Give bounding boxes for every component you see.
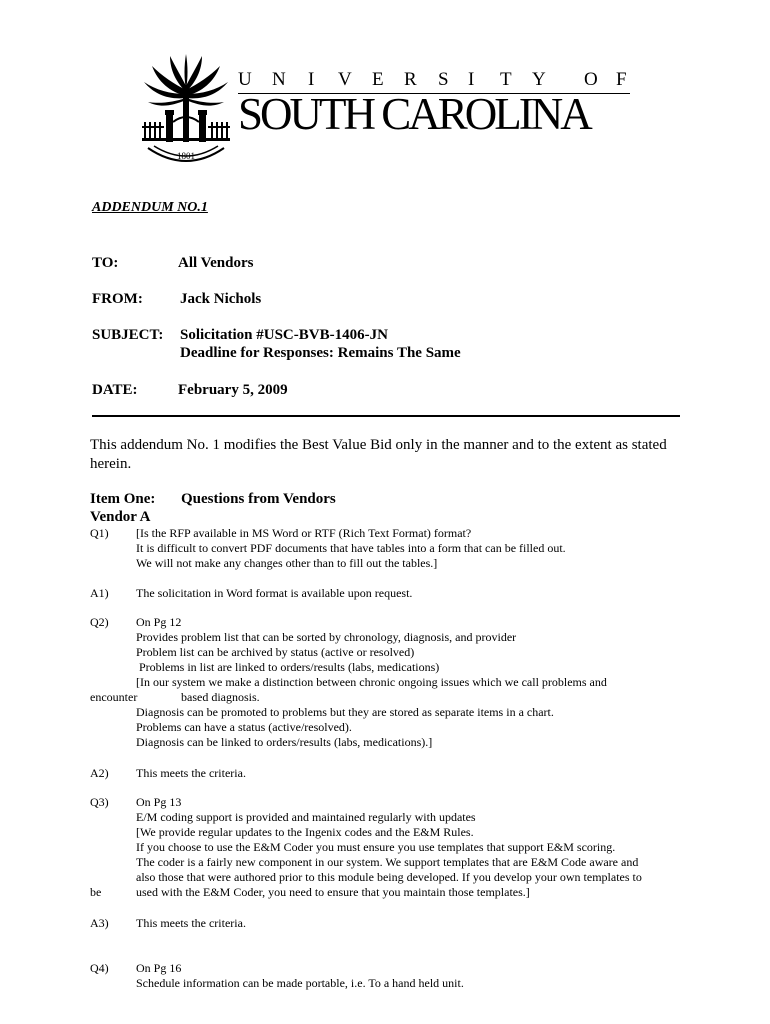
answer-text: This meets the criteria. xyxy=(136,766,246,780)
intro-paragraph xyxy=(90,436,690,474)
question-line: Problem list can be archived by status (active or resolved) xyxy=(136,645,415,659)
question-number: Q3) xyxy=(90,795,109,809)
heading-letter: I xyxy=(468,69,475,90)
intro-line: This addendum No. 1 modifies the Best Value Bid only in the manner and to the extent as stated xyxy=(90,437,667,453)
answer-number: A3) xyxy=(90,916,109,930)
wrapped-text: used with the E&M Coder, you need to ensure that you maintain those templates.] xyxy=(136,885,530,899)
wrapped-text: based diagnosis. xyxy=(181,690,260,704)
answer-1 xyxy=(90,586,690,601)
subject-line-2: Deadline for Responses: Remains The Same xyxy=(180,345,461,361)
subject-label: SUBJECT: xyxy=(92,327,164,343)
question-line: also those that were authored prior to this module being developed. If you develop your own templates to xyxy=(136,870,642,884)
section-divider xyxy=(92,415,680,417)
question-1 xyxy=(90,526,690,571)
vendor-label: Vendor A xyxy=(90,509,151,525)
question-line: If you choose to use the E&M Coder you must ensure you use templates that support E&M scoring. xyxy=(136,840,616,854)
question-2 xyxy=(90,615,690,750)
answer-text: The solicitation in Word format is available upon request. xyxy=(136,586,413,600)
from-value: Jack Nichols xyxy=(180,291,262,307)
answer-number: A2) xyxy=(90,766,109,780)
heading-letter: V xyxy=(338,69,352,90)
question-line: Problems can have a status (active/resolved). xyxy=(136,720,352,734)
intro-line: herein. xyxy=(90,456,132,472)
answer-3 xyxy=(90,916,690,931)
question-line: The coder is a fairly new component in our system. We support templates that are E&M Code aware and xyxy=(136,855,639,869)
question-line: It is difficult to convert PDF documents that have tables into a form that can be filled out. xyxy=(136,541,566,555)
question-number: Q4) xyxy=(90,961,109,975)
item-one-label: Item One: xyxy=(90,491,156,507)
question-line: E/M coding support is provided and maintained regularly with updates xyxy=(136,810,476,824)
item-one-title: Questions from Vendors xyxy=(181,491,336,507)
question-line: Diagnosis can be linked to orders/results (labs, medications).] xyxy=(136,735,433,749)
question-number: Q1) xyxy=(90,526,109,540)
answer-number: A1) xyxy=(90,586,109,600)
wrapped-word: be xyxy=(90,885,102,899)
question-line: Schedule information can be made portable, i.e. To a hand held unit. xyxy=(136,976,464,990)
question-line: On Pg 13 xyxy=(136,795,182,809)
question-line: [In our system we make a distinction between chronic ongoing issues which we call problems and xyxy=(136,675,607,689)
heading-letter: T xyxy=(500,69,512,90)
answer-text: This meets the criteria. xyxy=(136,916,246,930)
heading-letter: O xyxy=(584,69,598,90)
heading-letter: R xyxy=(404,69,417,90)
seal-year: 1801 xyxy=(177,151,195,161)
question-number: Q2) xyxy=(90,615,109,629)
question-line: On Pg 16 xyxy=(136,961,182,975)
heading-letter: I xyxy=(308,69,315,90)
answer-2 xyxy=(90,766,690,781)
heading-letter: N xyxy=(272,69,286,90)
date-value: February 5, 2009 xyxy=(178,382,288,398)
question-4 xyxy=(90,961,690,991)
question-line: Provides problem list that can be sorted by chronology, diagnosis, and provider xyxy=(136,630,517,644)
wrapped-word: encounter xyxy=(90,690,138,704)
question-line: We will not make any changes other than to fill out the tables.] xyxy=(136,556,438,570)
question-line: Problems in list are linked to orders/results (labs, medications) xyxy=(136,660,440,674)
question-line: On Pg 12 xyxy=(136,615,182,629)
question-line: [We provide regular updates to the Ingenix codes and the E&M Rules. xyxy=(136,825,474,839)
heading-letter: Y xyxy=(532,69,546,90)
heading-letter: S xyxy=(438,69,449,90)
university-seal-logo xyxy=(140,52,232,164)
heading-letter: F xyxy=(616,69,627,90)
heading-letter: E xyxy=(372,69,384,90)
heading-letter: U xyxy=(238,69,252,90)
to-value: All Vendors xyxy=(178,255,254,271)
date-label: DATE: xyxy=(92,382,138,398)
to-label: TO: xyxy=(92,255,119,271)
from-label: FROM: xyxy=(92,291,143,307)
question-3 xyxy=(90,795,690,900)
addendum-title: ADDENDUM NO.1 xyxy=(92,200,208,215)
question-line: [Is the RFP available in MS Word or RTF (Rich Text Format) format? xyxy=(136,526,472,540)
institution-name: SOUTH CAROLINA xyxy=(238,89,590,139)
question-line: Diagnosis can be promoted to problems but they are stored as separate items in a chart. xyxy=(136,705,554,719)
subject-line-1: Solicitation #USC-BVB-1406-JN xyxy=(180,327,388,343)
